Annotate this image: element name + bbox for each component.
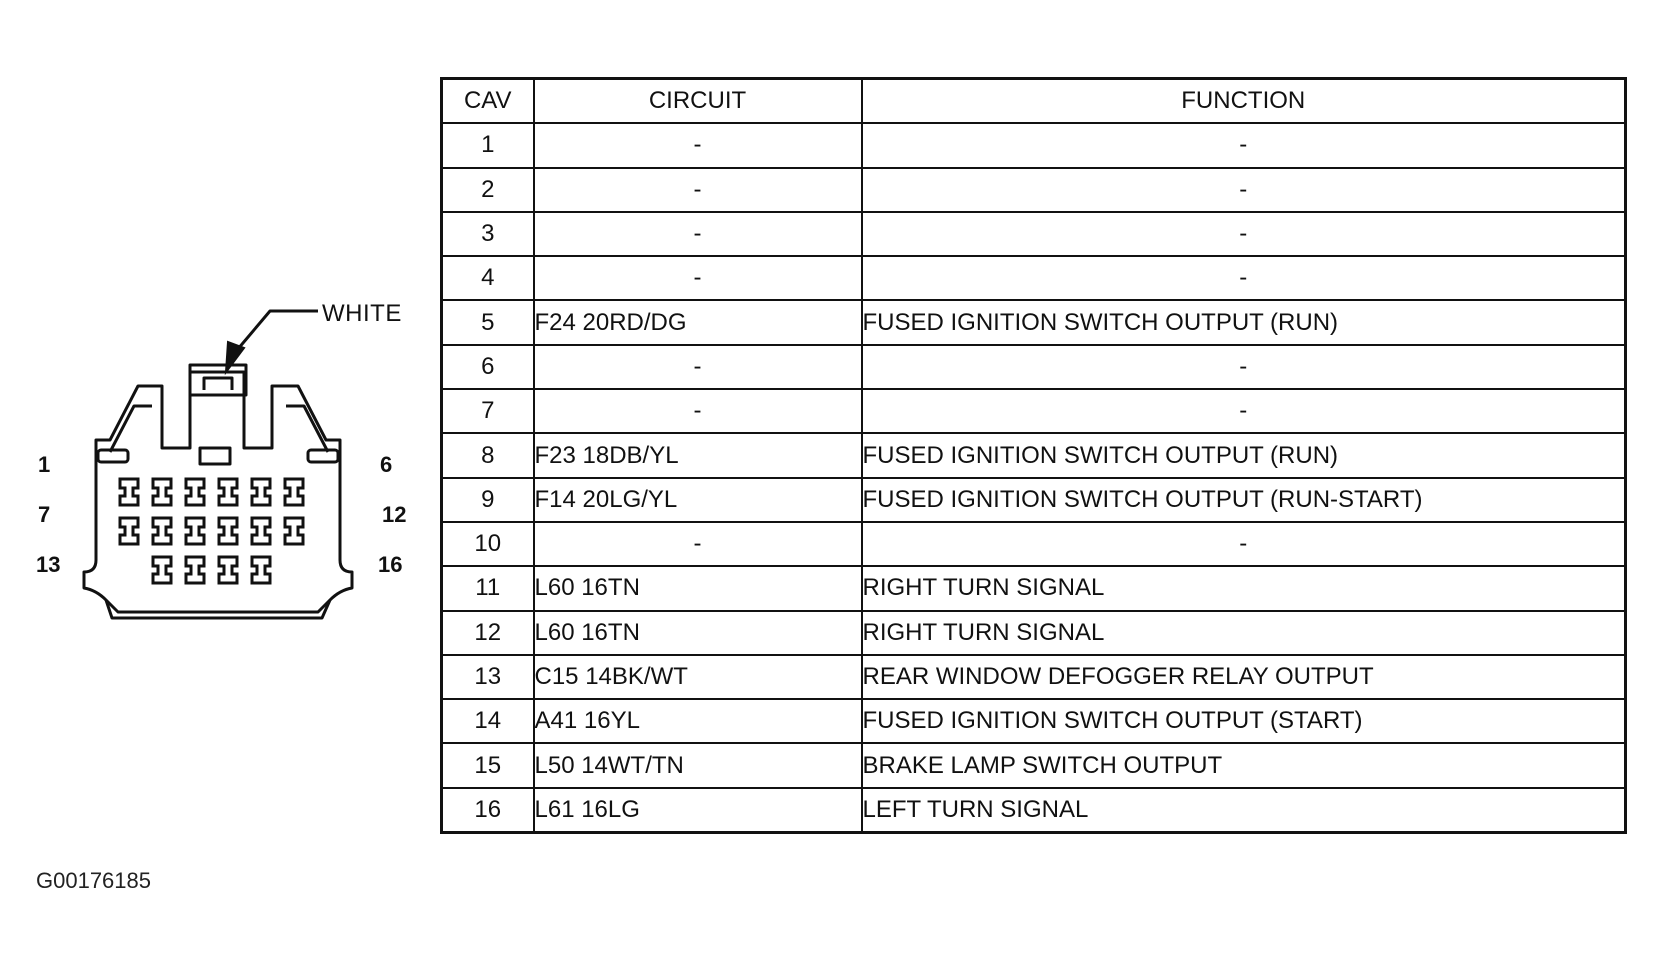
function-cell: -	[862, 389, 1626, 433]
table-row	[442, 300, 1626, 344]
header-cav: CAV	[442, 79, 534, 124]
white-arrowhead-icon	[226, 342, 244, 372]
terminal-cavity-8	[153, 518, 171, 544]
circuit-cell: -	[534, 345, 862, 389]
circuit-cell: -	[534, 212, 862, 256]
white-leader-line	[232, 311, 318, 356]
table-row	[442, 345, 1626, 389]
cav-cell: 2	[442, 168, 534, 212]
function-cell: -	[862, 256, 1626, 300]
circuit-cell: F14 20LG/YL	[534, 478, 862, 522]
circuit-cell: -	[534, 389, 862, 433]
terminal-cavity-1	[120, 479, 138, 505]
table-row	[442, 743, 1626, 787]
header-circuit: CIRCUIT	[534, 79, 862, 124]
cav-cell: 14	[442, 699, 534, 743]
connector-bottom-lip	[106, 600, 330, 618]
table-row	[442, 212, 1626, 256]
terminal-cavity-2	[153, 479, 171, 505]
function-cell: FUSED IGNITION SWITCH OUTPUT (RUN)	[862, 300, 1626, 344]
figure-id: G00176185	[36, 868, 151, 893]
cav-cell: 8	[442, 433, 534, 477]
cav-cell: 7	[442, 389, 534, 433]
pin-label-16: 16	[378, 552, 403, 577]
circuit-cell: F23 18DB/YL	[534, 433, 862, 477]
terminal-cavity-7	[120, 518, 138, 544]
key-notch	[200, 448, 230, 464]
cav-cell: 3	[442, 212, 534, 256]
table-row	[442, 389, 1626, 433]
table-row	[442, 655, 1626, 699]
terminal-cavity-16	[252, 557, 270, 583]
function-cell: -	[862, 168, 1626, 212]
cav-cell: 1	[442, 123, 534, 167]
circuit-cell: C15 14BK/WT	[534, 655, 862, 699]
table-row	[442, 566, 1626, 610]
circuit-cell: -	[534, 256, 862, 300]
function-cell: -	[862, 522, 1626, 566]
cav-cell: 12	[442, 611, 534, 655]
function-cell: RIGHT TURN SIGNAL	[862, 611, 1626, 655]
white-latch-window	[190, 365, 246, 395]
circuit-cell: L60 16TN	[534, 566, 862, 610]
connector-face-diagram	[0, 0, 440, 700]
cav-cell: 10	[442, 522, 534, 566]
circuit-cell: F24 20RD/DG	[534, 300, 862, 344]
pin-label-1: 1	[38, 452, 51, 477]
function-cell: RIGHT TURN SIGNAL	[862, 566, 1626, 610]
circuit-cell: L61 16LG	[534, 788, 862, 833]
table-row	[442, 256, 1626, 300]
terminal-cavity-10	[219, 518, 237, 544]
cav-cell: 13	[442, 655, 534, 699]
table-header-row	[442, 79, 1626, 124]
cav-cell: 4	[442, 256, 534, 300]
terminal-cavity-15	[219, 557, 237, 583]
function-cell: BRAKE LAMP SWITCH OUTPUT	[862, 743, 1626, 787]
terminal-cavity-5	[252, 479, 270, 505]
circuit-cell: -	[534, 522, 862, 566]
header-function: FUNCTION	[862, 79, 1626, 124]
table-row	[442, 123, 1626, 167]
table-row	[442, 522, 1626, 566]
circuit-cell: -	[534, 123, 862, 167]
terminal-cavity-12	[285, 518, 303, 544]
cav-cell: 6	[442, 345, 534, 389]
terminal-cavity-14	[186, 557, 204, 583]
circuit-cell: L50 14WT/TN	[534, 743, 862, 787]
function-cell: FUSED IGNITION SWITCH OUTPUT (RUN)	[862, 433, 1626, 477]
function-cell: REAR WINDOW DEFOGGER RELAY OUTPUT	[862, 655, 1626, 699]
table-row	[442, 699, 1626, 743]
function-cell: FUSED IGNITION SWITCH OUTPUT (START)	[862, 699, 1626, 743]
cav-cell: 11	[442, 566, 534, 610]
terminal-cavity-4	[219, 479, 237, 505]
function-cell: LEFT TURN SIGNAL	[862, 788, 1626, 833]
cavity-table	[440, 77, 1627, 834]
terminal-cavity-9	[186, 518, 204, 544]
cav-cell: 9	[442, 478, 534, 522]
table-row	[442, 168, 1626, 212]
terminal-cavity-11	[252, 518, 270, 544]
pin-label-12: 12	[382, 502, 407, 527]
terminal-cavity-13	[153, 557, 171, 583]
table-row	[442, 433, 1626, 477]
connector-color-label: WHITE	[322, 300, 402, 327]
function-cell: FUSED IGNITION SWITCH OUTPUT (RUN-START)	[862, 478, 1626, 522]
circuit-cell: L60 16TN	[534, 611, 862, 655]
terminal-cavity-3	[186, 479, 204, 505]
pin-label-13: 13	[36, 552, 61, 577]
cav-cell: 15	[442, 743, 534, 787]
table-row	[442, 611, 1626, 655]
pin-label-7: 7	[38, 502, 51, 527]
function-cell: -	[862, 345, 1626, 389]
pin-label-6: 6	[380, 452, 393, 477]
cav-cell: 5	[442, 300, 534, 344]
terminal-cavity-6	[285, 479, 303, 505]
cav-cell: 16	[442, 788, 534, 833]
table-row	[442, 478, 1626, 522]
function-cell: -	[862, 212, 1626, 256]
circuit-cell: A41 16YL	[534, 699, 862, 743]
function-cell: -	[862, 123, 1626, 167]
circuit-cell: -	[534, 168, 862, 212]
table-row	[442, 788, 1626, 833]
